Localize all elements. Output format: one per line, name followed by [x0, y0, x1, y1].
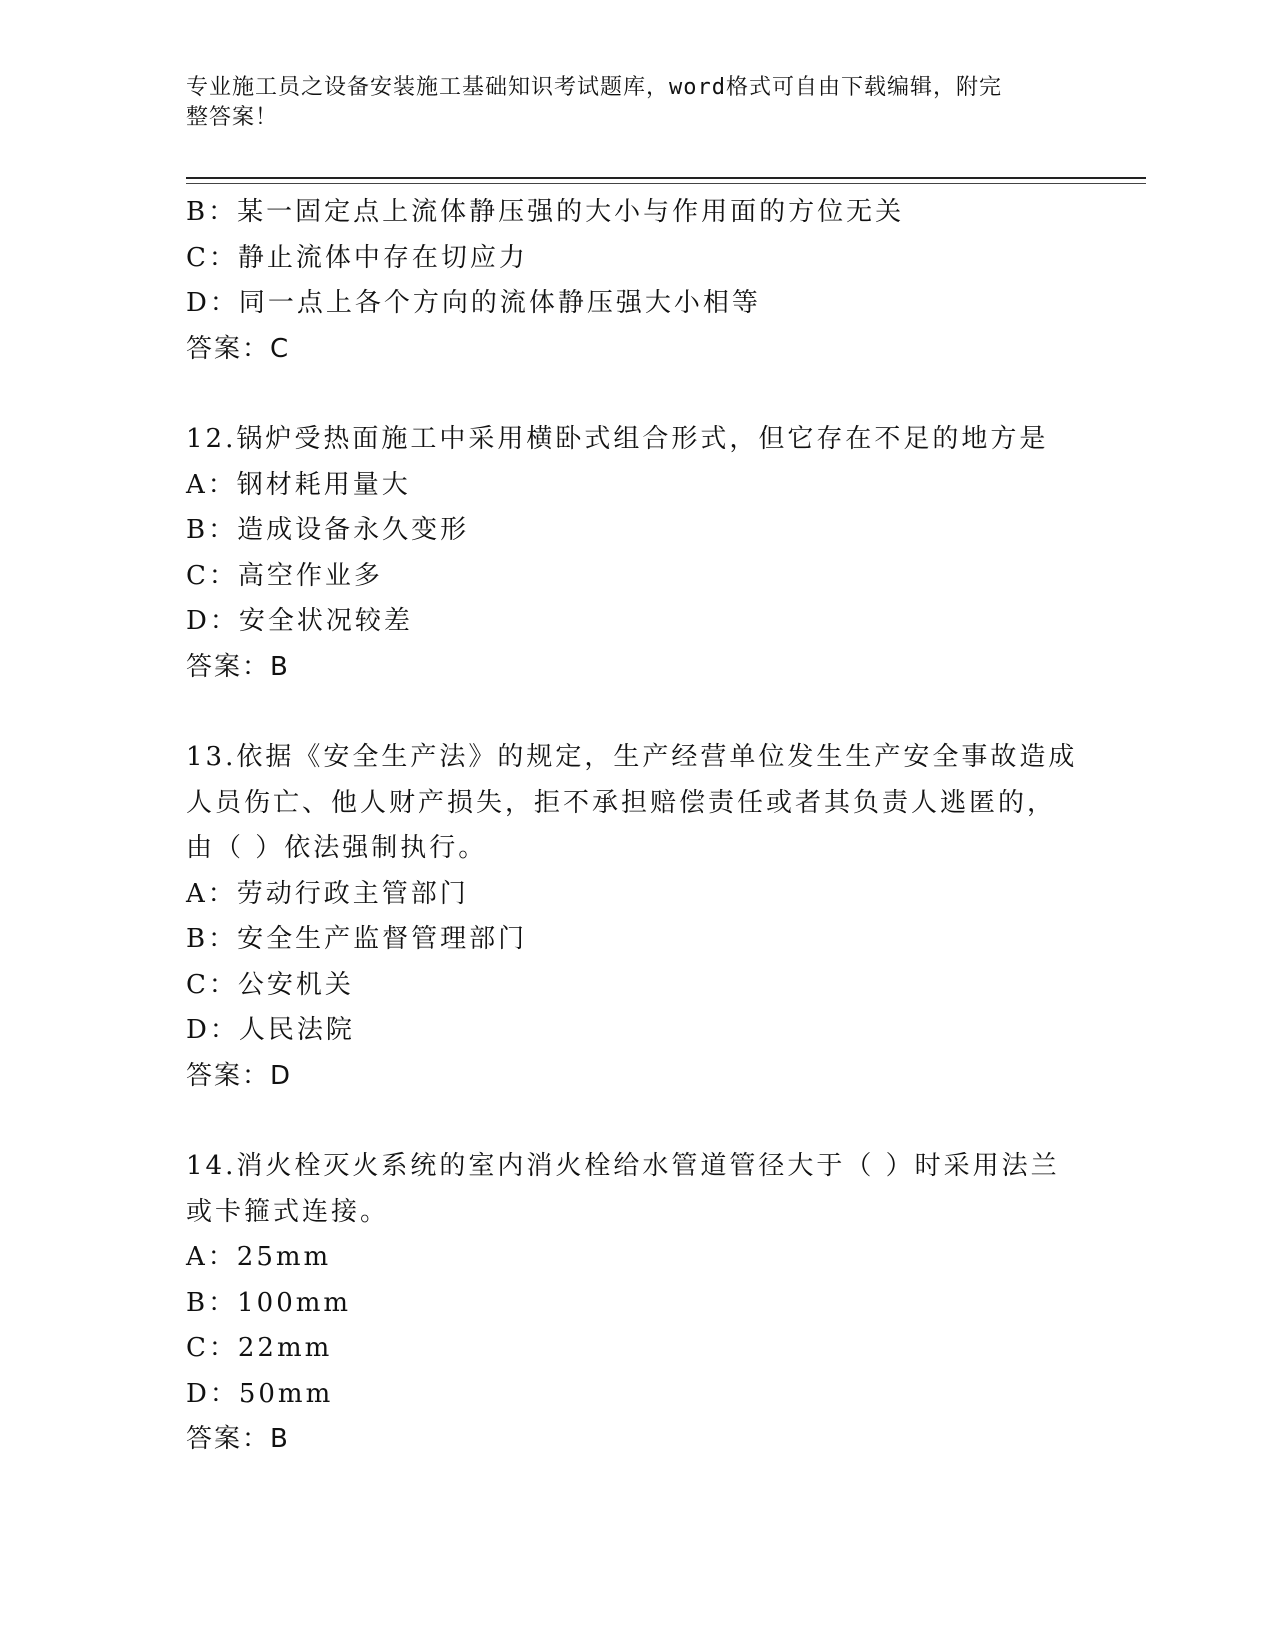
question-text-line-2: 或卡箍式连接。	[186, 1196, 390, 1227]
option-d: D：50mm	[186, 1378, 334, 1409]
option-d: D：同一点上各个方向的流体静压强大小相等	[186, 288, 761, 318]
header-line-1: 专业施工员之设备安装施工基础知识考试题库，word格式可自由下载编辑，附完	[186, 75, 1002, 100]
option-a: A：钢材耗用量大	[186, 469, 411, 500]
question-12	[186, 417, 1086, 690]
header-line-2: 整答案！	[186, 105, 279, 130]
spacer	[186, 372, 1086, 417]
option-a: A：劳动行政主管部门	[186, 878, 469, 909]
question-text: 12.锅炉受热面施工中采用横卧式组合形式，但它存在不足的地方是	[186, 424, 1049, 454]
question-13	[186, 735, 1086, 1099]
spacer	[186, 690, 1086, 735]
answer-label: 答案：B	[186, 651, 290, 682]
answer-label: 答案：B	[186, 1424, 290, 1454]
header-divider-thin	[186, 183, 1146, 184]
spacer	[186, 1099, 1086, 1144]
question-text-line-2: 人员伤亡、他人财产损失，拒不承担赔偿责任或者其负责人逃匿的，	[186, 787, 1057, 818]
option-a: A：25mm	[186, 1242, 332, 1272]
option-c: C：公安机关	[186, 969, 354, 1000]
option-b: B：100mm	[186, 1287, 352, 1318]
option-b: B：某一固定点上流体静压强的大小与作用面的方位无关	[186, 197, 905, 227]
document-header	[186, 73, 1066, 133]
question-text-line-3: 由（ ）依法强制执行。	[186, 833, 488, 863]
option-b: B：安全生产监督管理部门	[186, 924, 528, 954]
question-text-line-1: 13.依据《安全生产法》的规定，生产经营单位发生生产安全事故造成	[186, 742, 1078, 772]
header-divider	[186, 177, 1146, 179]
option-c: C：22mm	[186, 1333, 333, 1363]
option-d: D：安全状况较差	[186, 606, 413, 636]
option-c: C：静止流体中存在切应力	[186, 242, 528, 273]
answer-label: 答案：C	[186, 333, 291, 364]
question-list	[186, 190, 1086, 1463]
option-c: C：高空作业多	[186, 560, 383, 591]
question-14	[186, 1144, 1086, 1463]
option-b: B：造成设备永久变形	[186, 515, 470, 545]
option-d: D：人民法院	[186, 1015, 355, 1045]
answer-label: 答案：D	[186, 1060, 293, 1091]
question-text-line-1: 14.消火栓灭火系统的室内消火栓给水管道管径大于（ ）时采用法兰	[186, 1151, 1060, 1181]
question-11-partial	[186, 190, 1086, 372]
